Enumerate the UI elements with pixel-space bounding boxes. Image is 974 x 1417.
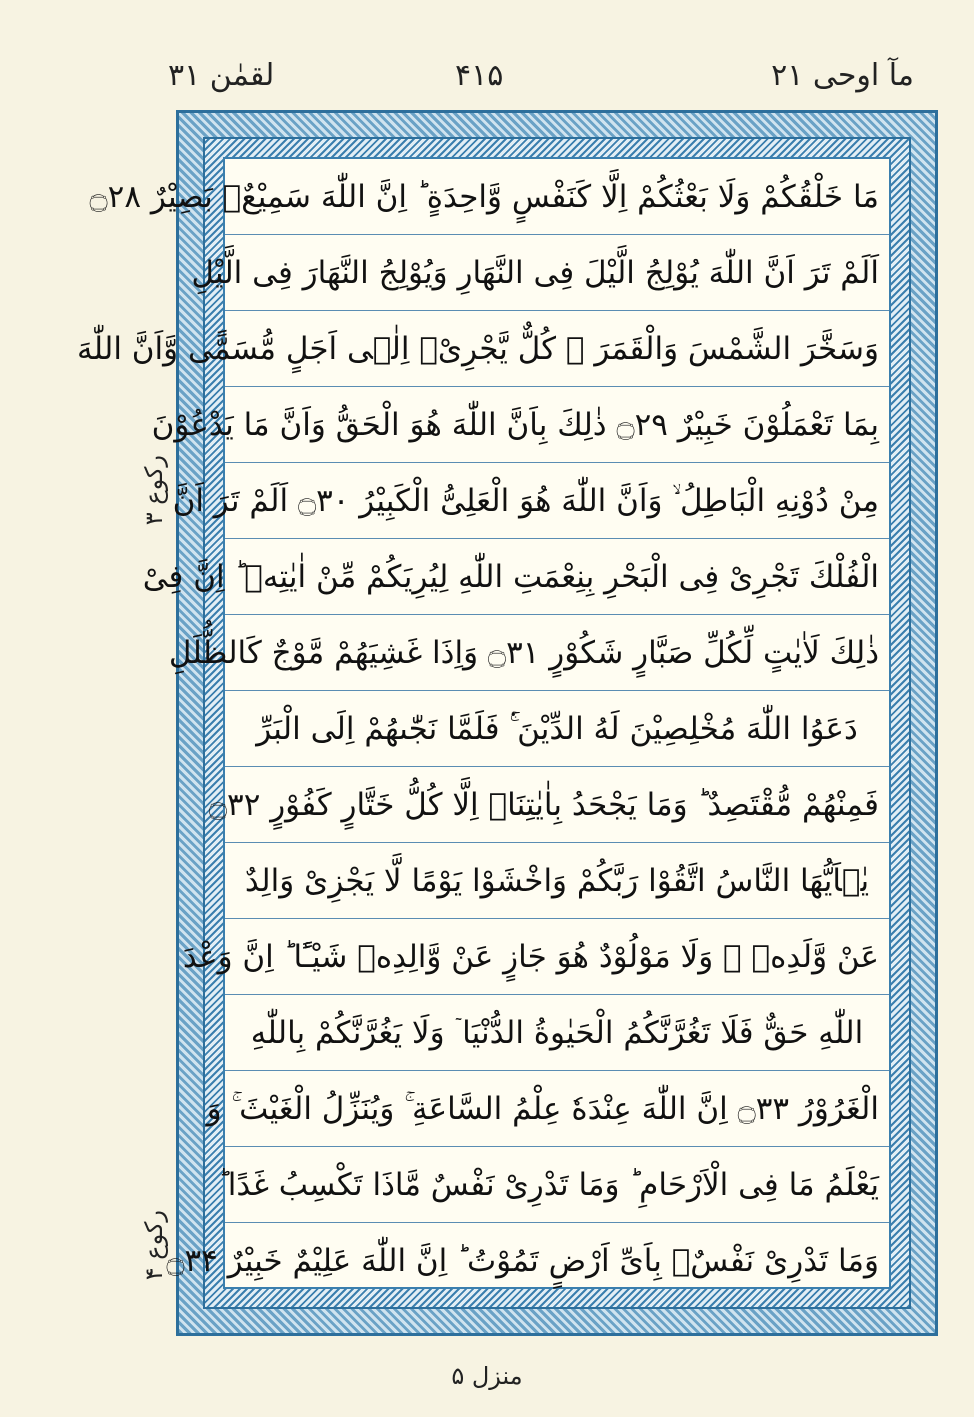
- text-line: یَعْلَمُ مَا فِی الْاَرْحَامِ ؕ وَمَا تَدْرِیْ نَفْسٌ مَّاذَا تَكْسِبُ غَدًا ؕ: [225, 1147, 889, 1223]
- text-line: یٰۤاَیُّهَا النَّاسُ اتَّقُوْا رَبَّكُمْ وَاخْشَوْا یَوْمًا لَّا یَجْزِیْ وَالِدٌ: [225, 843, 889, 919]
- text-line: وَمَا تَدْرِیْ نَفْسٌۢ بِاَیِّ اَرْضٍ تَمُوْتُ ؕ اِنَّ اللّٰهَ عَلِیْمٌ خَبِیْرٌ ۝۳۴: [166, 1243, 879, 1279]
- text-line: دَعَوُا اللّٰهَ مُخْلِصِیْنَ لَهُ الدِّیْنَ ۚ۬ فَلَمَّا نَجّٰىهُمْ اِلَی الْبَرِّ: [225, 691, 889, 767]
- ruku-mark-upper: رکوع ۳: [140, 455, 168, 526]
- text-line: الْفُلْكَ تَجْرِیْ فِی الْبَحْرِ بِنِعْمَتِ اللّٰهِ لِیُرِیَكُمْ مِّنْ اٰیٰتِهٖ ؕ اِنَّ فِیْ: [225, 539, 889, 615]
- text-line: بِمَا تَعْمَلُوْنَ خَبِیْرٌ ۝۲۹ ذٰلِكَ بِاَنَّ اللّٰهَ هُوَ الْحَقُّ وَاَنَّ مَا یَدْعُوْنَ: [225, 387, 889, 463]
- text-line: ذٰلِكَ لَاٰیٰتٍ لِّكُلِّ صَبَّارٍ شَكُوْرٍ ۝۳۱ وَاِذَا غَشِیَهُمْ مَّوْجٌ كَالظُّلَلِ: [225, 615, 889, 691]
- text-line: وَسَخَّرَ الشَّمْسَ وَالْقَمَرَ ؗ كُلٌّ یَّجْرِیْۤ اِلٰۤی اَجَلٍ مُّسَمًّی وَّاَنَّ اللّٰهَ: [225, 311, 889, 387]
- text-line: فَمِنْهُمْ مُّقْتَصِدٌ ؕ وَمَا یَجْحَدُ بِاٰیٰتِنَاۤ اِلَّا كُلُّ خَتَّارٍ كَفُوْرٍ ۝۳۲: [225, 767, 889, 843]
- text-line: اَلَمْ تَرَ اَنَّ اللّٰهَ یُوْلِجُ الَّیْلَ فِی النَّهَارِ وَیُوْلِجُ النَّهَارَ فِی الَّیْلِ: [225, 235, 889, 311]
- text-line: عَنْ وَّلَدِهٖ ؗ وَلَا مَوْلُوْدٌ هُوَ جَازٍ عَنْ وَّالِدِهٖ شَیْـًٔا ؕ اِنَّ وَعْدَ: [225, 919, 889, 995]
- text-line: مَا خَلْقُكُمْ وَلَا بَعْثُكُمْ اِلَّا كَنَفْسٍ وَّاحِدَةٍ ؕ اِنَّ اللّٰهَ سَمِیْعٌۢ بَصِیْرٌ ۝۲۸: [225, 159, 889, 235]
- manzil-label: منزل ۵: [451, 1362, 523, 1390]
- page-number: ۴۱۵: [455, 58, 504, 93]
- text-line: الْغَرُوْرُ ۝۳۳ اِنَّ اللّٰهَ عِنْدَهٗ عِلْمُ السَّاعَةِ ۚ وَیُنَزِّلُ الْغَیْثَ ۚ وَ: [225, 1071, 889, 1147]
- surah-name: لقمٰن ۳۱: [168, 58, 275, 93]
- text-line: اللّٰهِ حَقٌّ فَلَا تَغُرَّنَّكُمُ الْحَیٰوةُ الدُّنْیَا ٙ وَلَا یَغُرَّنَّكُمْ بِاللّٰهِ: [225, 995, 889, 1071]
- page-header: [0, 52, 974, 102]
- text-line: مِنْ دُوْنِهِ الْبَاطِلُ ۙ وَاَنَّ اللّٰهَ هُوَ الْعَلِیُّ الْكَبِیْرُ ۝۳۰ اَلَمْ تَرَ اَنَّ: [225, 463, 889, 539]
- para-name: مآ اوحی ۲۱: [771, 58, 914, 93]
- ruku-mark-lower: رکوع ۴: [140, 1210, 168, 1281]
